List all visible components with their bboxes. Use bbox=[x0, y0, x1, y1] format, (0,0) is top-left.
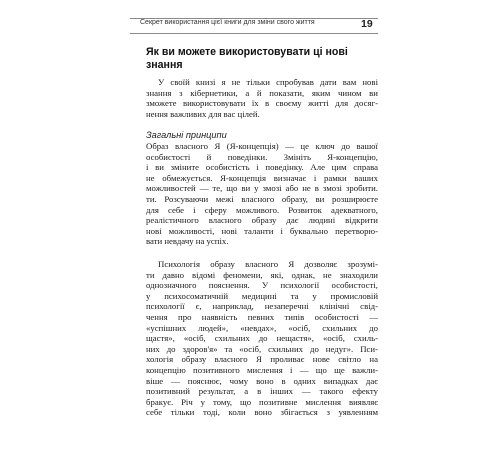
paragraph-intro bbox=[146, 77, 378, 119]
text-line: реалістичного власного образу дає людині відкрити bbox=[146, 215, 378, 226]
text-line: однозначного пояснення. У психології особистості, bbox=[146, 280, 378, 291]
section-heading bbox=[146, 46, 378, 72]
section-heading-line: Як ви можете використовувати ці нові bbox=[146, 46, 348, 58]
text-line: можливостей — те, що ви у змозі або не в змозі зробити. bbox=[146, 183, 378, 194]
text-line: себе тільки тоді, коли воно збігається з уявленням bbox=[146, 407, 378, 418]
text-line: позитивний результат, а в інших — такого ефекту bbox=[146, 386, 378, 397]
text-line: особистості й поведінки. Змініть Я-концепцію, bbox=[146, 151, 378, 162]
text-line: хологія образу власного Я проливає нове світло на bbox=[146, 354, 378, 365]
text-line: «успішних людей», «невдах», «осіб, схильних до bbox=[146, 322, 378, 333]
text-line: у психосоматичній медицині та у промисловій bbox=[146, 290, 378, 301]
text-line: них до здоров'я» та «осіб, схильних до недуг». Пси- bbox=[146, 343, 378, 354]
text-line: психології є, наприклад, незаперечні клінічні свід- bbox=[146, 301, 378, 312]
text-line: нові можливості, нові таланти і буквально перетворю- bbox=[146, 225, 378, 236]
section-heading-line: знання bbox=[146, 59, 183, 71]
text-line: і ви зміните особистість і поведінку. Але цим справа bbox=[146, 162, 378, 173]
text-line: не обмежується. Я-концепція визначає і рамки ваших bbox=[146, 172, 378, 183]
text-line: концепцію позитивного мислення і — що ще важли- bbox=[146, 364, 378, 375]
text-line: віше — пояснює, чому воно в одних випадках дає bbox=[146, 375, 378, 386]
paragraph-psychology bbox=[146, 259, 378, 418]
text-line: знання з кібернетики, а й показати, яким чином ви bbox=[146, 87, 378, 98]
text-line: вати невдачу на успіх. bbox=[146, 236, 229, 247]
text-line: зможете використовувати їх в своєму житті для досяг- bbox=[146, 98, 378, 109]
running-title: Секрет використання цієї книги для зміни свого життя bbox=[140, 19, 315, 26]
text-line: Психологія образу власного Я дозволяє зрозумі- bbox=[158, 259, 378, 269]
text-line: бракує. Річ у тому, що позитивне мислення виявляє bbox=[146, 396, 378, 407]
text-line: чення про наявність певних типів особистості — bbox=[146, 311, 378, 322]
text-line: Образ власного Я (Я-концепція) — це ключ до вашої bbox=[146, 141, 378, 151]
text-line: ти. Розсуваючи межі власного образу, ви розширюєте bbox=[146, 193, 378, 204]
text-line: У своїй книзі я не тільки спробував дати вам нові bbox=[158, 77, 378, 87]
paragraph-principles bbox=[146, 141, 378, 247]
subheading: Загальні принципи bbox=[146, 130, 227, 140]
page-number: 19 bbox=[361, 18, 373, 30]
text-line: для себе і сферу можливого. Розвиток адекватного, bbox=[146, 204, 378, 215]
text-line: щастя», «осіб, схильних до нещастя», «осіб, схиль- bbox=[146, 333, 378, 344]
text-line: ти давно відомі феномени, які, однак, не знаходили bbox=[146, 269, 378, 280]
text-line: нення важливих для вас цілей. bbox=[146, 108, 260, 119]
